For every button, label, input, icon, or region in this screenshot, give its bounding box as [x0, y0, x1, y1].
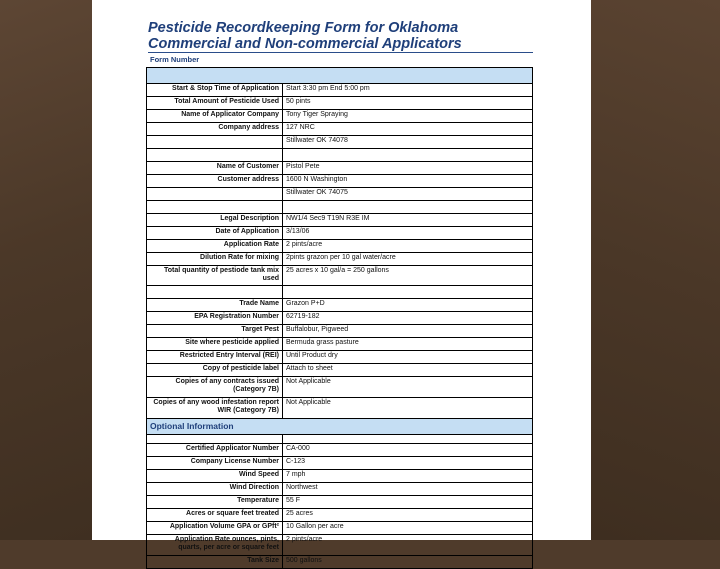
table-row — [147, 299, 533, 312]
table-row — [147, 444, 533, 457]
field-label: Company License Number — [147, 457, 283, 470]
field-label: Trade Name — [147, 299, 283, 312]
field-label: Tank Size — [147, 556, 283, 569]
field-value — [283, 286, 533, 299]
field-label: Name of Customer — [147, 162, 283, 175]
field-value: Pistol Pete — [283, 162, 533, 175]
field-label — [147, 149, 283, 162]
field-label: Application Rate — [147, 240, 283, 253]
field-value: Stillwater OK 74075 — [283, 188, 533, 201]
field-value: C-123 — [283, 457, 533, 470]
field-label: Copies of any wood infestation report WIR (Category 7B) — [147, 398, 283, 419]
slide-background-right — [591, 0, 720, 540]
table-row — [147, 522, 533, 535]
field-value: 55 F — [283, 496, 533, 509]
field-label: Application Rate ounces, pints, quarts, per acre or square feet — [147, 535, 283, 556]
field-value: 25 acres x 10 gal/a = 250 gallons — [283, 266, 533, 286]
field-label: Application Volume GPA or GPft² — [147, 522, 283, 535]
table-row — [147, 338, 533, 351]
table-row — [147, 110, 533, 123]
field-value — [283, 149, 533, 162]
table-row — [147, 457, 533, 470]
field-label: Acres or square feet treated — [147, 509, 283, 522]
form-title-line-2: Commercial and Non-commercial Applicators — [148, 36, 462, 52]
field-label: Company address — [147, 123, 283, 136]
table-row — [147, 149, 533, 162]
field-value: NW1/4 Sec9 T19N R3E IM — [283, 214, 533, 227]
field-label: EPA Registration Number — [147, 312, 283, 325]
field-label: Customer address — [147, 175, 283, 188]
table-row — [147, 483, 533, 496]
field-value: Northwest — [283, 483, 533, 496]
table-row — [147, 188, 533, 201]
field-label: Date of Application — [147, 227, 283, 240]
field-label: Start & Stop Time of Application — [147, 84, 283, 97]
field-label: Total Amount of Pesticide Used — [147, 97, 283, 110]
field-value: Not Applicable — [283, 377, 533, 398]
field-value — [283, 435, 533, 444]
table-row — [147, 97, 533, 110]
field-value: 3/13/06 — [283, 227, 533, 240]
form-title — [148, 20, 578, 52]
table-row — [147, 286, 533, 299]
record-table — [146, 67, 533, 569]
section-header-band — [147, 68, 533, 84]
field-value — [283, 201, 533, 214]
record-table-body — [147, 68, 533, 569]
table-row — [147, 364, 533, 377]
field-value: CA-000 — [283, 444, 533, 457]
field-label: Total quantity of pestiode tank mix used — [147, 266, 283, 286]
field-value: 2 pints/acre — [283, 535, 533, 556]
field-value: 2pints grazon per 10 gal water/acre — [283, 253, 533, 266]
field-label: Wind Speed — [147, 470, 283, 483]
field-value: Not Applicable — [283, 398, 533, 419]
field-value: Attach to sheet — [283, 364, 533, 377]
field-value: Bermuda grass pasture — [283, 338, 533, 351]
table-row — [147, 556, 533, 569]
field-value: 7 mph — [283, 470, 533, 483]
field-label: Copies of any contracts issued (Category 7B) — [147, 377, 283, 398]
table-row — [147, 470, 533, 483]
table-row — [147, 535, 533, 556]
field-value: Buffalobur, Pigweed — [283, 325, 533, 338]
section-header-cell — [147, 68, 533, 84]
field-value: Stillwater OK 74078 — [283, 136, 533, 149]
field-label: Dilution Rate for mixing — [147, 253, 283, 266]
field-label — [147, 136, 283, 149]
form-title-line-1: Pesticide Recordkeeping Form for Oklahoma — [148, 20, 459, 36]
field-value: 50 pints — [283, 97, 533, 110]
field-value: 500 gallons — [283, 556, 533, 569]
table-row — [147, 84, 533, 97]
field-value: Tony Tiger Spraying — [283, 110, 533, 123]
table-row — [147, 201, 533, 214]
field-label: Target Pest — [147, 325, 283, 338]
field-label: Temperature — [147, 496, 283, 509]
field-label — [147, 286, 283, 299]
table-row — [147, 253, 533, 266]
table-row — [147, 266, 533, 286]
field-label: Wind Direction — [147, 483, 283, 496]
field-value: 2 pints/acre — [283, 240, 533, 253]
table-row — [147, 162, 533, 175]
table-row — [147, 398, 533, 419]
table-row — [147, 496, 533, 509]
field-label: Copy of pesticide label — [147, 364, 283, 377]
table-row — [147, 312, 533, 325]
field-label — [147, 188, 283, 201]
section-header-cell: Optional Information — [147, 419, 533, 435]
field-label: Restricted Entry Interval (REI) — [147, 351, 283, 364]
section-header-optional-information — [147, 419, 533, 435]
table-row — [147, 325, 533, 338]
field-label — [147, 435, 283, 444]
field-label — [147, 201, 283, 214]
field-label: Certified Applicator Number — [147, 444, 283, 457]
form-number-label: Form Number — [150, 55, 200, 64]
table-row — [147, 435, 533, 444]
table-row — [147, 227, 533, 240]
table-row — [147, 175, 533, 188]
title-divider — [148, 52, 533, 53]
table-row — [147, 240, 533, 253]
field-value: Start 3:30 pm End 5:00 pm — [283, 84, 533, 97]
field-label: Site where pesticide applied — [147, 338, 283, 351]
table-row — [147, 351, 533, 364]
table-row — [147, 377, 533, 398]
field-value: 62719-182 — [283, 312, 533, 325]
table-row — [147, 214, 533, 227]
slide-background-left — [0, 0, 92, 540]
table-row — [147, 136, 533, 149]
field-value: Grazon P+D — [283, 299, 533, 312]
field-label: Name of Applicator Company — [147, 110, 283, 123]
field-value: Until Product dry — [283, 351, 533, 364]
field-value: 25 acres — [283, 509, 533, 522]
field-value: 10 Gallon per acre — [283, 522, 533, 535]
field-label: Legal Description — [147, 214, 283, 227]
table-row — [147, 123, 533, 136]
form-page — [92, 0, 591, 564]
field-value: 127 NRC — [283, 123, 533, 136]
field-value: 1600 N Washington — [283, 175, 533, 188]
table-row — [147, 509, 533, 522]
